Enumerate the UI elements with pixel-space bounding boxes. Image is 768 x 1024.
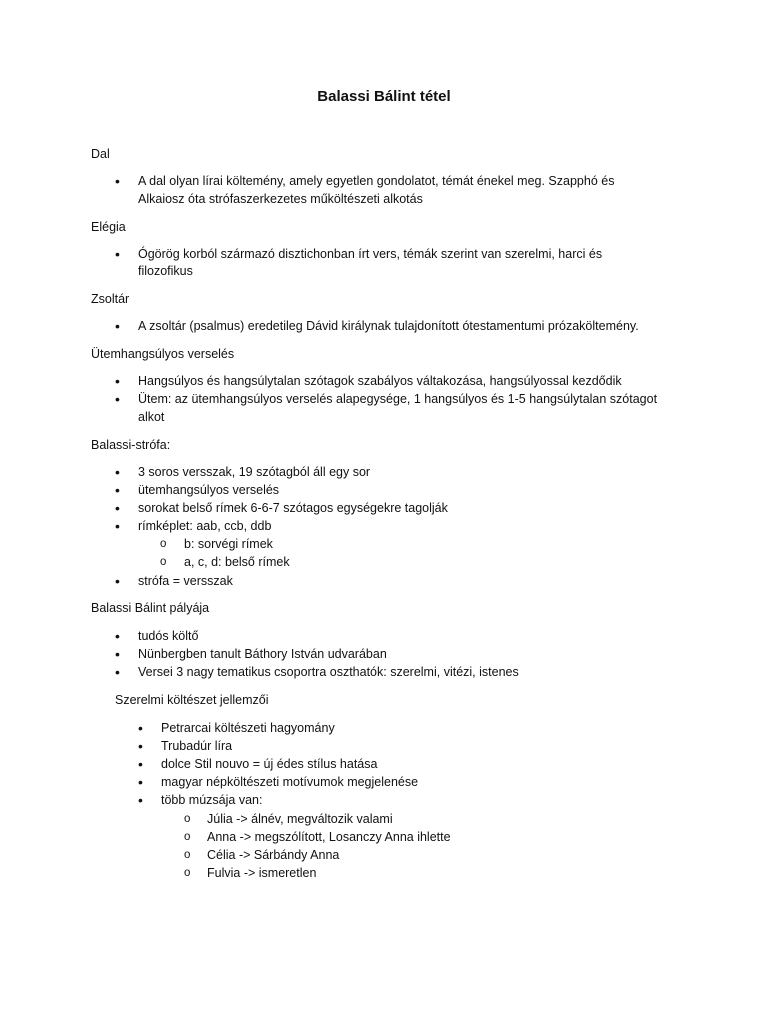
list-item: Trubadúr líra [161,739,233,753]
list-item: Versei 3 nagy tematikus csoportra oszthatók: szerelmi, vitézi, istenes [138,665,519,679]
bullet: • [138,792,143,808]
list-item: több múzsája van: [161,793,263,807]
bullet: • [115,318,120,334]
list-item-continuation: alkot [138,410,165,424]
section-heading-elegia: Elégia [91,220,126,234]
list-item-continuation: filozofikus [138,264,193,278]
sub-list-item: Célia -> Sárbándy Anna [207,848,340,862]
list-item: Petrarcai költészeti hagyomány [161,721,335,735]
bullet: • [115,573,120,589]
list-item: A zsoltár (psalmus) eredetileg Dávid királynak tulajdonított ótestamentumi prózaköltemény. [138,319,639,333]
sub-bullet: o [160,556,167,568]
bullet: • [115,246,120,262]
bullet: • [115,500,120,516]
list-item: rímképlet: aab, ccb, ddb [138,519,272,533]
list-item: tudós költő [138,629,199,643]
list-item: A dal olyan lírai költemény, amely egyetlen gondolatot, témát énekel meg. Szapphó és [138,174,615,188]
bullet: • [115,391,120,407]
sub-bullet: o [160,538,167,550]
list-item: Nünbergben tanult Báthory István udvarában [138,647,387,661]
section-heading-zsoltar: Zsoltár [91,292,130,306]
sub-list-item: Fulvia -> ismeretlen [207,866,317,880]
list-item: 3 soros versszak, 19 szótagból áll egy sor [138,465,371,479]
bullet: • [138,774,143,790]
list-item: Hangsúlyos és hangsúlytalan szótagok szabályos váltakozása, hangsúlyossal kezdődik [138,374,622,388]
list-item: sorokat belső rímek 6-6-7 szótagos egységekre tagolják [138,501,448,515]
section-heading-strofa: Balassi-strófa: [91,438,171,452]
list-item-continuation: Alkaiosz óta strófaszerkezetes műköltészeti alkotás [138,192,423,206]
bullet: • [115,373,120,389]
sub-bullet: o [184,831,191,843]
list-item: Ógörög korból származó disztichonban írt vers, témák szerint van szerelmi, harci és [138,247,603,261]
bullet: • [115,664,120,680]
sub-list-item: Júlia -> álnév, megváltozik valami [207,812,393,826]
section-heading-utem: Ütemhangsúlyos verselés [91,347,235,361]
bullet: • [138,738,143,754]
sub-bullet: o [184,813,191,825]
bullet: • [115,628,120,644]
list-item: Ütem: az ütemhangsúlyos verselés alapegysége, 1 hangsúlyos és 1-5 hangsúlytalan szótagot [138,392,658,406]
bullet: • [115,482,120,498]
sub-list-item: Anna -> megszólított, Losanczy Anna ihlette [207,830,451,844]
sub-bullet: o [184,849,191,861]
document-title: Balassi Bálint tétel [317,88,451,105]
list-item: dolce Stil nouvo = új édes stílus hatása [161,757,378,771]
section-heading-palya: Balassi Bálint pályája [91,601,210,615]
sub-list-item: a, c, d: belső rímek [184,555,290,569]
bullet: • [115,173,120,189]
bullet: • [138,720,143,736]
bullet: • [115,464,120,480]
sub-list-item: b: sorvégi rímek [184,537,273,551]
bullet: • [115,646,120,662]
section-heading-dal: Dal [91,147,110,161]
list-item: strófa = versszak [138,574,233,588]
list-item: ütemhangsúlyos verselés [138,483,280,497]
section-heading-szerelmi: Szerelmi költészet jellemzői [115,693,269,707]
sub-bullet: o [184,867,191,879]
bullet: • [115,518,120,534]
bullet: • [138,756,143,772]
list-item: magyar népköltészeti motívumok megjelenése [161,775,419,789]
